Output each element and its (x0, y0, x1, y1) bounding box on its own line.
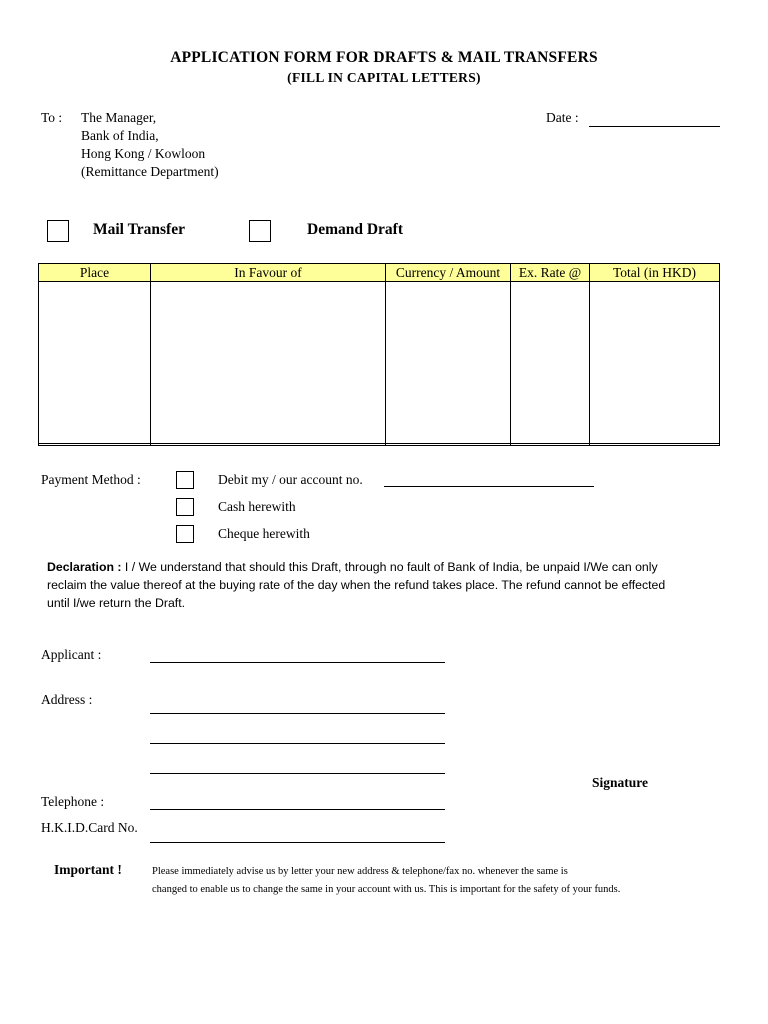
important-notice (152, 863, 712, 899)
payment-method-label: Payment Method : (41, 472, 141, 487)
hkid-label: H.K.I.D.Card No. (41, 820, 138, 835)
declaration-text: I / We understand that should this Draft, through no fault of Bank of India, be unpaid I/We can only reclaim the value thereof at the buying rate of the day when the refund takes place. The refund cannot be effected until I/we return the Draft. (47, 560, 666, 610)
column-divider (385, 282, 386, 445)
form-title: APPLICATION FORM FOR DRAFTS & MAIL TRANSFERS (170, 49, 598, 66)
addressee-line: Hong Kong / Kowloon (81, 146, 206, 161)
important-label: Important ! (54, 862, 122, 877)
col-header-place: Place (39, 264, 151, 281)
address-label: Address : (41, 692, 93, 707)
col-header-in-favour-of: In Favour of (151, 264, 386, 281)
mail-transfer-checkbox[interactable] (47, 220, 69, 242)
account-number-field[interactable] (384, 486, 594, 487)
declaration-label: Declaration : (47, 560, 122, 574)
cheque-herewith-checkbox[interactable] (176, 525, 194, 543)
demand-draft-label: Demand Draft (307, 221, 403, 238)
signature-label: Signature (592, 775, 649, 790)
debit-account-label: Debit my / our account no. (218, 472, 363, 487)
date-field[interactable] (589, 126, 720, 127)
telephone-field[interactable] (150, 809, 445, 810)
telephone-label: Telephone : (41, 794, 105, 809)
form-subtitle: (FILL IN CAPITAL LETTERS) (287, 70, 481, 85)
column-divider (589, 282, 590, 445)
to-label: To : (41, 110, 63, 125)
debit-account-checkbox[interactable] (176, 471, 194, 489)
cheque-herewith-label: Cheque herewith (218, 526, 310, 541)
cash-herewith-checkbox[interactable] (176, 498, 194, 516)
applicant-label: Applicant : (41, 647, 102, 662)
table-bottom-border (38, 443, 720, 446)
applicant-field[interactable] (150, 662, 445, 663)
demand-draft-checkbox[interactable] (249, 220, 271, 242)
important-line: Please immediately advise us by letter your new address & telephone/fax no. whenever the same is (152, 866, 568, 877)
address-field-line-1[interactable] (150, 713, 445, 714)
hkid-field[interactable] (150, 842, 445, 843)
addressee-line: The Manager, (81, 110, 157, 125)
column-divider (150, 282, 151, 445)
declaration-block (47, 558, 667, 612)
important-line: changed to enable us to change the same in your account with us. This is important for the safety of your funds. (152, 884, 621, 895)
column-divider (510, 282, 511, 445)
addressee-line: (Remittance Department) (81, 164, 219, 179)
date-label: Date : (546, 110, 579, 125)
address-field-line-3[interactable] (150, 773, 445, 774)
addressee-line: Bank of India, (81, 128, 159, 143)
cash-herewith-label: Cash herewith (218, 499, 296, 514)
col-header-currency-amount: Currency / Amount (386, 264, 511, 281)
remittance-table-body[interactable] (38, 282, 720, 445)
remittance-table-header (38, 263, 720, 282)
address-field-line-2[interactable] (150, 743, 445, 744)
mail-transfer-label: Mail Transfer (93, 221, 185, 238)
col-header-total-hkd: Total (in HKD) (612, 265, 697, 280)
col-header-ex-rate: Ex. Rate @ (511, 264, 590, 281)
addressee-block (81, 109, 219, 181)
